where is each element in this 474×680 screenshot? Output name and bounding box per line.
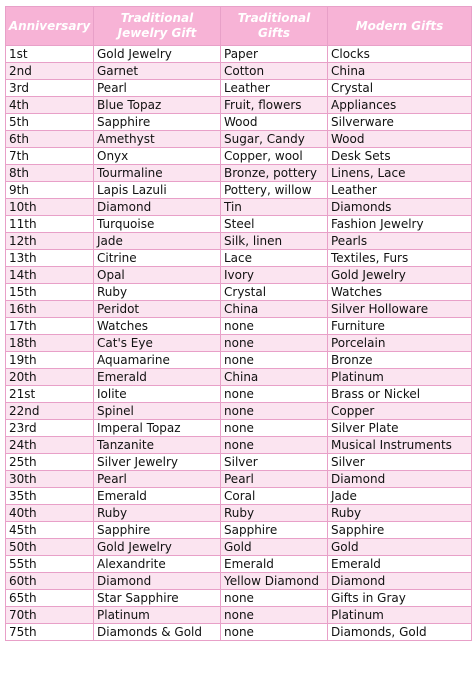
table-row — [6, 522, 472, 539]
traditional-gift-cell: none — [221, 352, 328, 369]
modern-gift-cell: Copper — [328, 403, 472, 420]
modern-gift-cell: Linens, Lace — [328, 165, 472, 182]
table-row — [6, 505, 472, 522]
header-modern-gifts: Modern Gifts — [328, 7, 472, 46]
modern-gift-cell: Platinum — [328, 607, 472, 624]
table-row — [6, 488, 472, 505]
table-row — [6, 97, 472, 114]
jewelry-gift-cell: Emerald — [94, 488, 221, 505]
modern-gift-cell: Diamond — [328, 471, 472, 488]
jewelry-gift-cell: Turquoise — [94, 216, 221, 233]
modern-gift-cell: Wood — [328, 131, 472, 148]
table-row — [6, 233, 472, 250]
anniversary-cell: 4th — [6, 97, 94, 114]
table-row — [6, 335, 472, 352]
anniversary-cell: 2nd — [6, 63, 94, 80]
traditional-gift-cell: Gold — [221, 539, 328, 556]
table-row — [6, 590, 472, 607]
jewelry-gift-cell: Platinum — [94, 607, 221, 624]
table-row — [6, 573, 472, 590]
anniversary-cell: 12th — [6, 233, 94, 250]
modern-gift-cell: Gold Jewelry — [328, 267, 472, 284]
traditional-gift-cell: Silver — [221, 454, 328, 471]
traditional-gift-cell: Yellow Diamond — [221, 573, 328, 590]
modern-gift-cell: Fashion Jewelry — [328, 216, 472, 233]
table-body — [6, 46, 472, 641]
anniversary-cell: 5th — [6, 114, 94, 131]
traditional-gift-cell: none — [221, 437, 328, 454]
anniversary-cell: 16th — [6, 301, 94, 318]
traditional-gift-cell: Silk, linen — [221, 233, 328, 250]
jewelry-gift-cell: Watches — [94, 318, 221, 335]
jewelry-gift-cell: Pearl — [94, 471, 221, 488]
jewelry-gift-cell: Sapphire — [94, 114, 221, 131]
modern-gift-cell: Diamonds, Gold — [328, 624, 472, 641]
modern-gift-cell: Silver — [328, 454, 472, 471]
anniversary-cell: 35th — [6, 488, 94, 505]
modern-gift-cell: Desk Sets — [328, 148, 472, 165]
jewelry-gift-cell: Aquamarine — [94, 352, 221, 369]
modern-gift-cell: Leather — [328, 182, 472, 199]
modern-gift-cell: Ruby — [328, 505, 472, 522]
modern-gift-cell: Textiles, Furs — [328, 250, 472, 267]
anniversary-gifts-table — [5, 6, 472, 641]
traditional-gift-cell: Emerald — [221, 556, 328, 573]
jewelry-gift-cell: Emerald — [94, 369, 221, 386]
traditional-gift-cell: Pottery, willow — [221, 182, 328, 199]
jewelry-gift-cell: Imperal Topaz — [94, 420, 221, 437]
traditional-gift-cell: none — [221, 624, 328, 641]
table-row — [6, 131, 472, 148]
modern-gift-cell: Pearls — [328, 233, 472, 250]
jewelry-gift-cell: Sapphire — [94, 522, 221, 539]
jewelry-gift-cell: Onyx — [94, 148, 221, 165]
anniversary-cell: 17th — [6, 318, 94, 335]
modern-gift-cell: Bronze — [328, 352, 472, 369]
table-row — [6, 386, 472, 403]
traditional-gift-cell: Bronze, pottery — [221, 165, 328, 182]
modern-gift-cell: Brass or Nickel — [328, 386, 472, 403]
traditional-gift-cell: Lace — [221, 250, 328, 267]
modern-gift-cell: Silver Plate — [328, 420, 472, 437]
traditional-gift-cell: none — [221, 386, 328, 403]
traditional-gift-cell: none — [221, 403, 328, 420]
table-row — [6, 556, 472, 573]
table-row — [6, 403, 472, 420]
jewelry-gift-cell: Spinel — [94, 403, 221, 420]
modern-gift-cell: Emerald — [328, 556, 472, 573]
traditional-gift-cell: Crystal — [221, 284, 328, 301]
table-row — [6, 63, 472, 80]
traditional-gift-cell: Leather — [221, 80, 328, 97]
jewelry-gift-cell: Pearl — [94, 80, 221, 97]
anniversary-cell: 6th — [6, 131, 94, 148]
traditional-gift-cell: Sapphire — [221, 522, 328, 539]
jewelry-gift-cell: Diamonds & Gold — [94, 624, 221, 641]
table-row — [6, 182, 472, 199]
modern-gift-cell: Platinum — [328, 369, 472, 386]
anniversary-cell: 50th — [6, 539, 94, 556]
anniversary-cell: 60th — [6, 573, 94, 590]
table-row — [6, 454, 472, 471]
anniversary-cell: 19th — [6, 352, 94, 369]
anniversary-cell: 75th — [6, 624, 94, 641]
jewelry-gift-cell: Opal — [94, 267, 221, 284]
modern-gift-cell: Watches — [328, 284, 472, 301]
traditional-gift-cell: Coral — [221, 488, 328, 505]
header-traditional-jewelry-gift: Traditional Jewelry Gift — [94, 7, 221, 46]
modern-gift-cell: Appliances — [328, 97, 472, 114]
jewelry-gift-cell: Amethyst — [94, 131, 221, 148]
anniversary-cell: 9th — [6, 182, 94, 199]
anniversary-cell: 25th — [6, 454, 94, 471]
anniversary-cell: 30th — [6, 471, 94, 488]
table-row — [6, 352, 472, 369]
anniversary-cell: 3rd — [6, 80, 94, 97]
jewelry-gift-cell: Tourmaline — [94, 165, 221, 182]
table-row — [6, 284, 472, 301]
jewelry-gift-cell: Iolite — [94, 386, 221, 403]
table-row — [6, 301, 472, 318]
modern-gift-cell: Gifts in Gray — [328, 590, 472, 607]
jewelry-gift-cell: Tanzanite — [94, 437, 221, 454]
traditional-gift-cell: none — [221, 318, 328, 335]
modern-gift-cell: Jade — [328, 488, 472, 505]
modern-gift-cell: Silver Holloware — [328, 301, 472, 318]
modern-gift-cell: Gold — [328, 539, 472, 556]
traditional-gift-cell: none — [221, 607, 328, 624]
traditional-gift-cell: none — [221, 420, 328, 437]
anniversary-cell: 45th — [6, 522, 94, 539]
table-row — [6, 199, 472, 216]
anniversary-cell: 14th — [6, 267, 94, 284]
traditional-gift-cell: Wood — [221, 114, 328, 131]
traditional-gift-cell: Ruby — [221, 505, 328, 522]
jewelry-gift-cell: Cat's Eye — [94, 335, 221, 352]
anniversary-cell: 11th — [6, 216, 94, 233]
table-row — [6, 471, 472, 488]
table-row — [6, 250, 472, 267]
jewelry-gift-cell: Peridot — [94, 301, 221, 318]
jewelry-gift-cell: Diamond — [94, 199, 221, 216]
jewelry-gift-cell: Garnet — [94, 63, 221, 80]
traditional-gift-cell: Pearl — [221, 471, 328, 488]
jewelry-gift-cell: Star Sapphire — [94, 590, 221, 607]
table-row — [6, 148, 472, 165]
table-row — [6, 539, 472, 556]
table-row — [6, 80, 472, 97]
traditional-gift-cell: China — [221, 369, 328, 386]
jewelry-gift-cell: Jade — [94, 233, 221, 250]
traditional-gift-cell: Sugar, Candy — [221, 131, 328, 148]
anniversary-cell: 18th — [6, 335, 94, 352]
modern-gift-cell: Furniture — [328, 318, 472, 335]
traditional-gift-cell: Ivory — [221, 267, 328, 284]
header-traditional-gifts: Traditional Gifts — [221, 7, 328, 46]
jewelry-gift-cell: Silver Jewelry — [94, 454, 221, 471]
traditional-gift-cell: none — [221, 335, 328, 352]
anniversary-cell: 20th — [6, 369, 94, 386]
jewelry-gift-cell: Lapis Lazuli — [94, 182, 221, 199]
header-anniversary: Anniversary — [6, 7, 94, 46]
table-row — [6, 437, 472, 454]
traditional-gift-cell: Tin — [221, 199, 328, 216]
table-row — [6, 114, 472, 131]
table-row — [6, 267, 472, 284]
anniversary-cell: 55th — [6, 556, 94, 573]
table-row — [6, 216, 472, 233]
modern-gift-cell: China — [328, 63, 472, 80]
modern-gift-cell: Diamonds — [328, 199, 472, 216]
jewelry-gift-cell: Diamond — [94, 573, 221, 590]
table-row — [6, 165, 472, 182]
modern-gift-cell: Musical Instruments — [328, 437, 472, 454]
traditional-gift-cell: Fruit, flowers — [221, 97, 328, 114]
anniversary-cell: 10th — [6, 199, 94, 216]
table-row — [6, 607, 472, 624]
traditional-gift-cell: Steel — [221, 216, 328, 233]
table-row — [6, 46, 472, 63]
jewelry-gift-cell: Blue Topaz — [94, 97, 221, 114]
modern-gift-cell: Silverware — [328, 114, 472, 131]
anniversary-cell: 13th — [6, 250, 94, 267]
modern-gift-cell: Sapphire — [328, 522, 472, 539]
jewelry-gift-cell: Citrine — [94, 250, 221, 267]
modern-gift-cell: Crystal — [328, 80, 472, 97]
traditional-gift-cell: Paper — [221, 46, 328, 63]
traditional-gift-cell: Copper, wool — [221, 148, 328, 165]
jewelry-gift-cell: Alexandrite — [94, 556, 221, 573]
anniversary-cell: 15th — [6, 284, 94, 301]
anniversary-cell: 8th — [6, 165, 94, 182]
anniversary-cell: 40th — [6, 505, 94, 522]
anniversary-gifts-table-container — [5, 6, 471, 641]
traditional-gift-cell: Cotton — [221, 63, 328, 80]
anniversary-cell: 1st — [6, 46, 94, 63]
jewelry-gift-cell: Ruby — [94, 505, 221, 522]
anniversary-cell: 22nd — [6, 403, 94, 420]
anniversary-cell: 24th — [6, 437, 94, 454]
anniversary-cell: 23rd — [6, 420, 94, 437]
modern-gift-cell: Porcelain — [328, 335, 472, 352]
modern-gift-cell: Diamond — [328, 573, 472, 590]
table-row — [6, 624, 472, 641]
jewelry-gift-cell: Ruby — [94, 284, 221, 301]
table-row — [6, 420, 472, 437]
traditional-gift-cell: China — [221, 301, 328, 318]
traditional-gift-cell: none — [221, 590, 328, 607]
table-row — [6, 369, 472, 386]
header-row — [6, 7, 472, 46]
anniversary-cell: 7th — [6, 148, 94, 165]
anniversary-cell: 70th — [6, 607, 94, 624]
anniversary-cell: 21st — [6, 386, 94, 403]
jewelry-gift-cell: Gold Jewelry — [94, 46, 221, 63]
table-row — [6, 318, 472, 335]
jewelry-gift-cell: Gold Jewelry — [94, 539, 221, 556]
modern-gift-cell: Clocks — [328, 46, 472, 63]
anniversary-cell: 65th — [6, 590, 94, 607]
